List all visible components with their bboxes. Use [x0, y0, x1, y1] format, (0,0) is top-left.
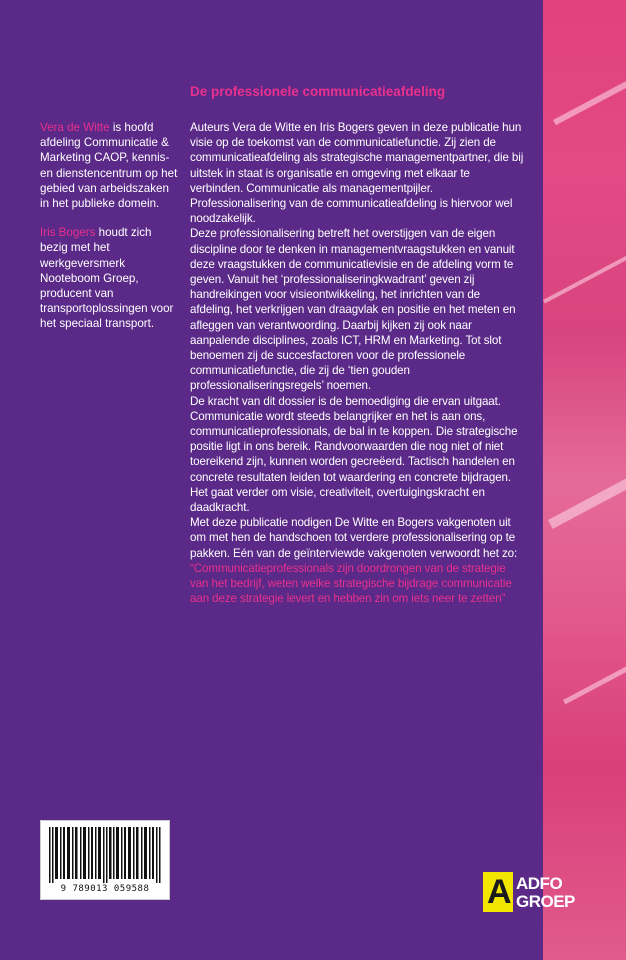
blurb-text [190, 120, 526, 607]
light-streak [553, 78, 626, 126]
author-name-1: Vera de Witte [40, 121, 110, 134]
light-streak [563, 662, 626, 704]
author-bios [40, 120, 178, 346]
author-bio-text-2: houdt zich bezig met het werkgeversmerk Nooteboom Groep, producent van transportoplossingen voor het speciaal transport. [40, 226, 174, 331]
isbn-number: 9 789013 059588 [60, 884, 150, 894]
author-bio-2 [40, 225, 178, 331]
light-streak [548, 473, 626, 529]
logo-mark [483, 872, 513, 912]
blurb-paragraph-4: Met deze publicatie nodigen De Witte en Bogers vakgenoten uit om met hen de handschoen tot verdere professionalisering op te pakken. Eén van de geïnterviewde vakgenoten verwoordt het zo: [190, 516, 518, 560]
blurb-paragraph-2: Deze professionalisering betreft het overstijgen van de eigen discipline door te denken in managementvraagstukken en vanuit deze vraagstukken de communicatievisie en de afdeling vorm te geven. Vanuit het ‘professionaliseringkwadrant’ geven zij handreikingen voor visieontwikkeling, het inrichten van de afdeling, het verkrijgen van draagvlak en positie en het meten en afleggen van verantwoording. Daarbij kijken zij ook naar aanpalende disciplines, zoals ICT, HRM en Marketing. Tot slot benoemen zij de succesfactoren voor de professionele communicatiefunctie, die zij de ‘tien gouden professionaliseringsregels’ noemen. [190, 227, 516, 393]
author-bio-text-1: is hoofd afdeling Communicatie & Marketing CAOP, kennis- en dienstencentrum op het gebied van arbeidszaken in het publieke domein. [40, 121, 178, 211]
light-streak [543, 253, 626, 303]
book-title: De professionele communicatieafdeling [190, 84, 446, 99]
blurb-paragraph-1: Auteurs Vera de Witte en Iris Bogers geven in deze publicatie hun visie op de toekomst van de communicatiefunctie. Zij zien de communicatieafdeling als strategische managementpartner, die bij uitstek in staat is organisatie en omgeving met elkaar te verbinden. Communicatie als managementpijler. Professionalisering van de communicatieafdeling is hiervoor wel noodzakelijk. [190, 121, 524, 226]
blurb-paragraph-3: De kracht van dit dossier is de bemoediging die ervan uitgaat. Communicatie wordt steeds belangrijker en het is aan ons, communicatieprofessionals, de bal in te koppen. Die strategische positie ligt in ons bereik. Randvoorwaarden die nog niet of niet toereikend zijn, kunnen worden gecreëerd. Tactisch handelen en concrete resultaten leiden tot waardering en concrete bijdragen. Het gaat verder om visie, creativiteit, overtuigingskracht en daadkracht. [190, 394, 518, 515]
author-name-2: Iris Bogers [40, 226, 96, 240]
logo-word-2: GROEP [516, 892, 575, 911]
isbn-barcode [40, 820, 170, 900]
blurb-quote: “Communicatieprofessionals zijn doordrongen van de strategie van het bedrijf, weten welke strategische bijdrage communicatie aan deze strategie levert en hebben zin om iets neer te zetten” [190, 561, 512, 606]
logo-word-1: ADFO [516, 874, 563, 893]
logo-mark-letter: A [487, 873, 512, 911]
barcode-bars [49, 827, 161, 883]
author-bio-1 [40, 120, 178, 211]
decorative-photo-strip [543, 0, 626, 960]
publisher-logo [483, 872, 601, 912]
